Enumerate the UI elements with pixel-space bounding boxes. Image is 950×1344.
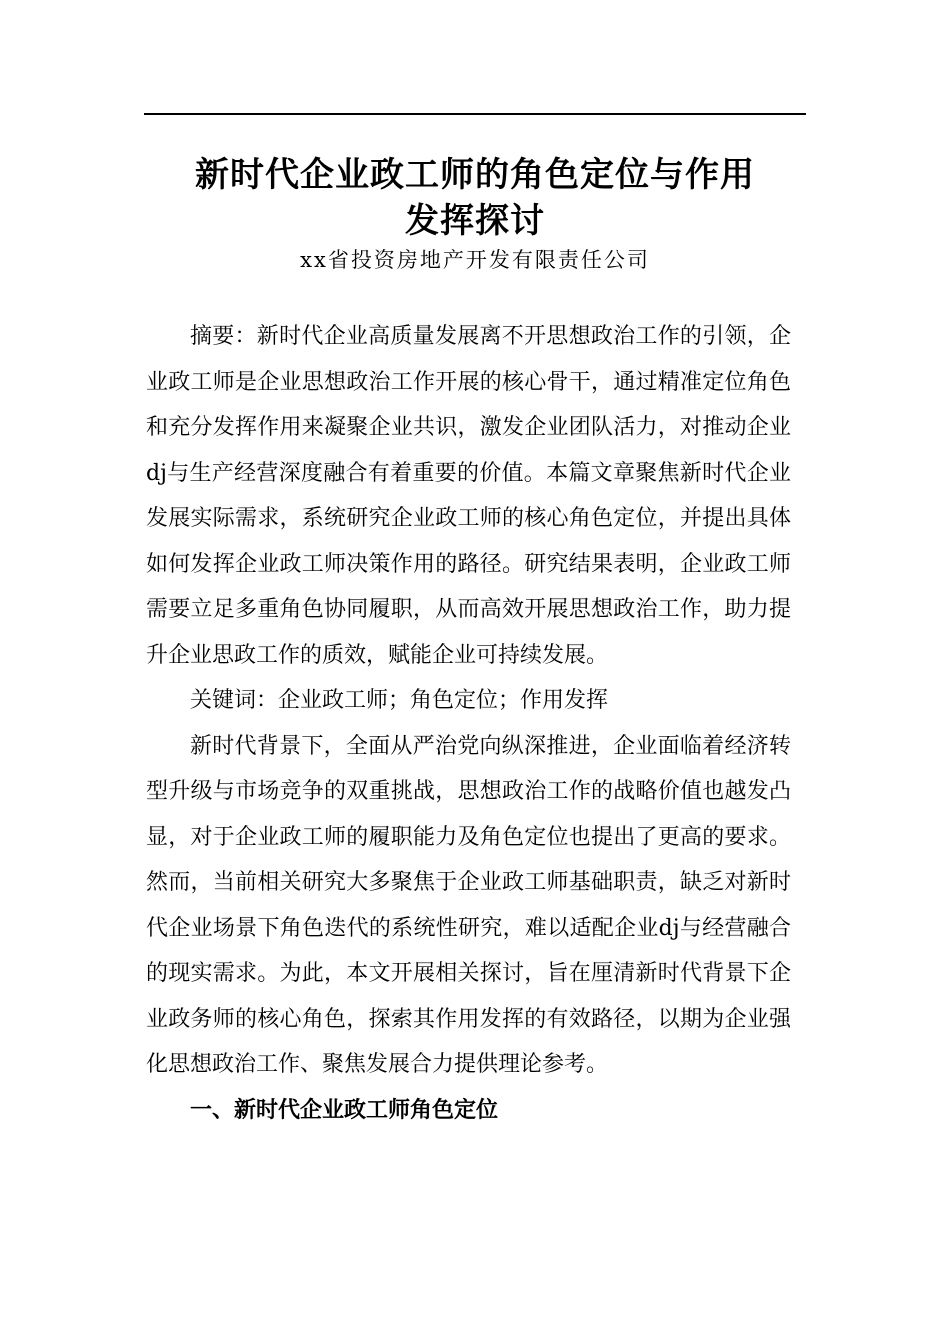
document-title (144, 152, 806, 244)
header-rule (144, 113, 806, 115)
title-line-1: 新时代企业政工师的角色定位与作用 (195, 155, 755, 195)
intro-paragraph: 新时代背景下，全面从严治党向纵深推进，企业面临着经济转型升级与市场竞争的双重挑战，思想政治工作的战略价值也越发凸显，对于企业政工师的履职能力及角色定位也提出了更高的要求。然而，当前相关研究大多聚焦于企业政工师基础职责，缺乏对新时代企业场景下角色迭代的系统性研究，难以适配企业dj与经营融合的现实需求。为此，本文开展相关探讨，旨在厘清新时代背景下企业政务师的核心角色，探索其作用发挥的有效路径，以期为企业强化思想政治工作、聚焦发展合力提供理论参考。 (146, 733, 791, 1077)
keywords-paragraph: 关键词：企业政工师；角色定位；作用发挥 (190, 688, 609, 713)
abstract-paragraph: 摘要：新时代企业高质量发展离不开思想政治工作的引领，企业政工师是企业思想政治工作开展的核心骨干，通过精准定位角色和充分发挥作用来凝聚企业共识，激发企业团队活力，对推动企业dj与生产经营深度融合有着重要的价值。本篇文章聚焦新时代企业发展实际需求，系统研究企业政工师的核心角色定位，并提出具体如何发挥企业政工师决策作用的路径。研究结果表明，企业政工师需要立足多重角色协同履职，从而高效开展思想政治工作，助力提升企业思政工作的质效，赋能企业可持续发展。 (146, 324, 791, 668)
document-body (146, 314, 791, 1133)
organization-name: xx省投资房地产开发有限责任公司 (300, 248, 650, 272)
title-line-2: 发挥探讨 (405, 201, 545, 241)
section-heading: 一、新时代企业政工师角色定位 (190, 1097, 499, 1123)
